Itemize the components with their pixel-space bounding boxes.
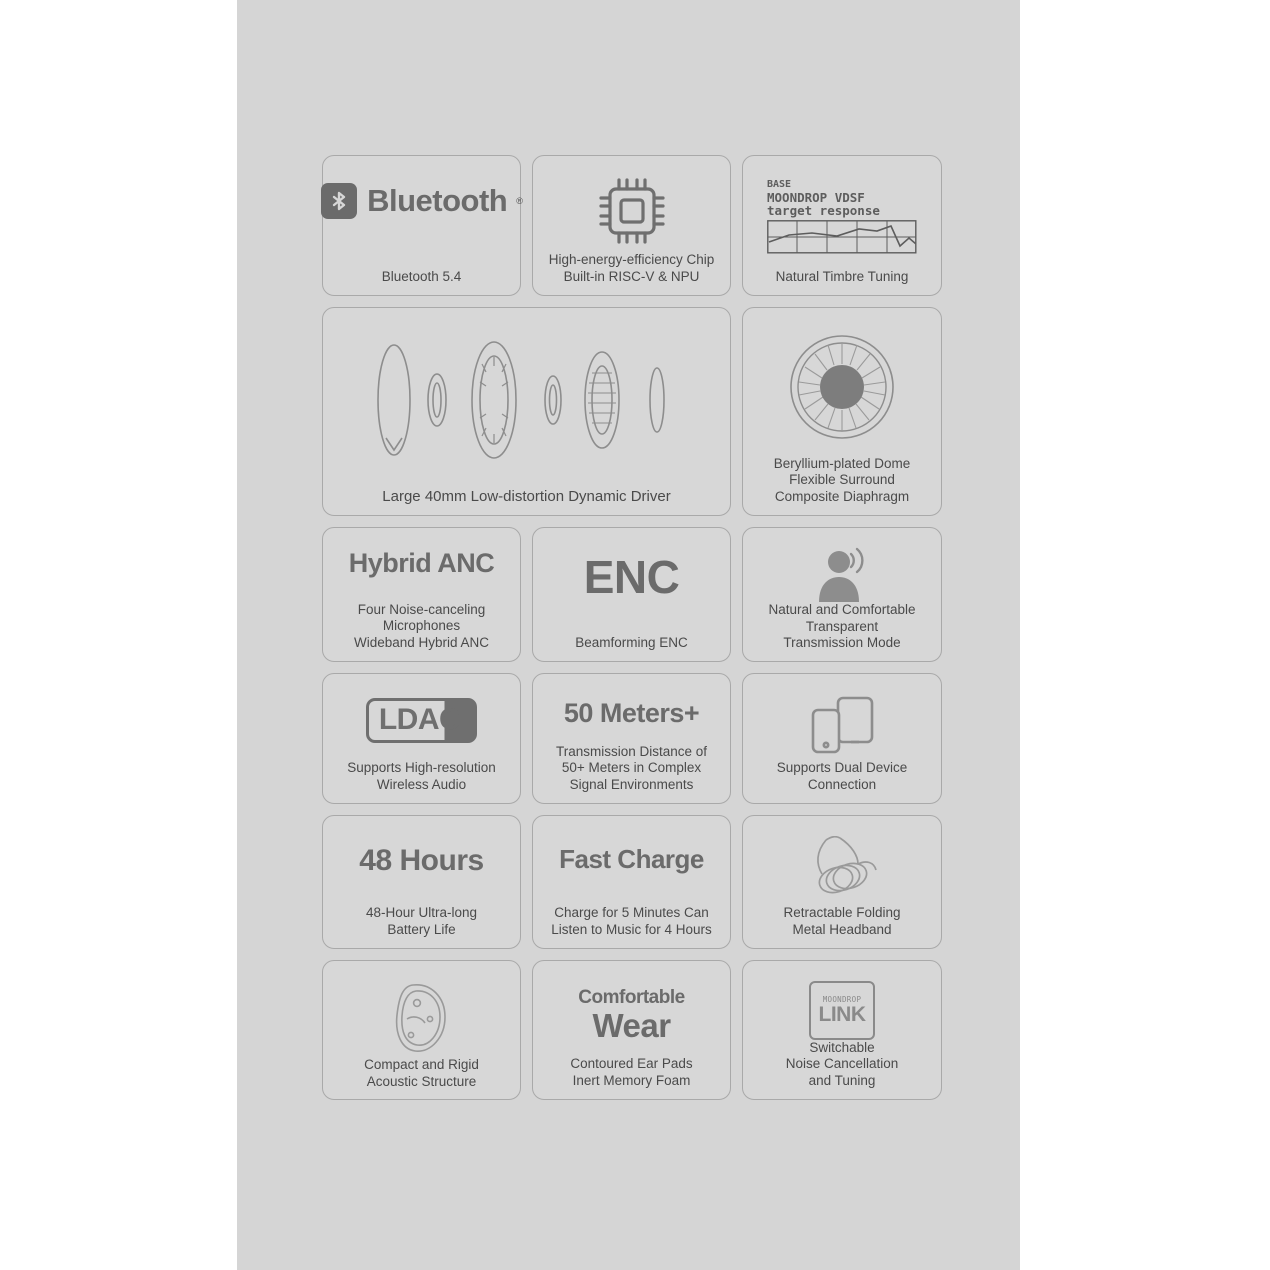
feature-card-comfort [532,960,731,1100]
feature-headline: 48 Hours [359,844,484,877]
bluetooth-icon [320,182,523,220]
feature-card-dual-device [742,673,942,804]
feature-caption [556,744,707,794]
exploded-driver-diagram-icon [362,338,692,463]
caption-line-3: Transmission Mode [783,635,901,650]
feature-caption [366,905,477,938]
feature-card-headband [742,815,942,949]
moondrop-logo-line-1: MOONDROP [822,994,862,1004]
phone-tablet-icon [807,696,877,754]
caption-line-1: Retractable Folding [783,905,901,920]
feature-card-fast-charge [532,815,731,949]
frequency-response-graph-icon [767,178,917,254]
base-logo-line-2: MOONDROP VDSF [767,190,865,205]
caption-line-2: Connection [807,776,877,792]
caption-line-1: Compact and Rigid [364,1057,479,1072]
caption-line-2: 50+ Meters in Complex [561,760,702,775]
feature-headline: ENC [583,551,680,603]
feature-caption [347,760,496,793]
earcup-structure-icon [383,979,461,1057]
feature-caption [786,1040,899,1090]
base-logo-line-1: BASE [767,179,792,190]
feature-card-diaphragm [742,307,942,516]
feature-card-ldac [322,673,521,804]
feature-caption [551,905,712,938]
feature-caption: Natural Timbre Tuning [775,268,909,284]
caption-line-1: Supports Dual Device [776,760,908,775]
moondrop-link-app-icon [809,981,875,1040]
caption-line-2: Metal Headband [792,921,892,937]
feature-caption [783,905,900,938]
caption-line-3: Wideband Hybrid ANC [353,634,490,650]
caption-line-2: Noise Cancellation [785,1056,899,1071]
feature-caption [768,602,915,652]
feature-row-4 [322,673,942,804]
caption-line-2: Flexible Surround [789,472,895,487]
caption-line-1: Supports High-resolution [347,760,496,775]
feature-caption [549,252,715,285]
feature-row-5 [322,815,942,949]
caption-line-2: Listen to Music for 4 Hours [551,921,712,937]
cpu-chip-icon [595,174,669,248]
caption-line-2: Inert Memory Foam [572,1072,691,1088]
caption-line-1: High-energy-efficiency Chip [548,252,715,267]
caption-line-1: Four Noise-canceling [357,601,486,617]
feature-card-battery [322,815,521,949]
feature-headline-line-2: Wear [592,1007,671,1044]
registered-mark: ® [516,196,523,206]
caption-line-1: 48-Hour Ultra-long [365,905,478,920]
caption-line-1: Transmission Distance of [555,743,708,759]
feature-card-tuning [742,155,942,296]
caption-line-3: and Tuning [808,1072,876,1088]
feature-caption [364,1057,479,1090]
person-hearing-icon [807,546,877,602]
caption-line-1: Natural and Comfortable [768,602,916,617]
caption-line-2: Built-in RISC-V & NPU [563,268,700,284]
bluetooth-wordmark: Bluetooth [367,183,508,218]
caption-line-3: Signal Environments [569,776,694,792]
feature-caption [570,1056,692,1089]
feature-card-chip [532,155,731,296]
feature-card-driver [322,307,731,516]
caption-line-1: Charge for 5 Minutes Can [554,905,709,920]
feature-card-bluetooth [322,155,521,296]
feature-row-3 [322,527,942,662]
feature-card-enc [532,527,731,662]
moondrop-logo-line-2: LINK [818,1002,866,1026]
dome-diaphragm-icon [789,334,895,440]
feature-headline-line-1: Comfortable [578,987,685,1008]
caption-line-3: Composite Diaphragm [774,488,910,504]
feature-card-anc [322,527,521,662]
feature-card-transparency [742,527,942,662]
product-feature-sheet [237,0,1020,1270]
caption-line-2: Wireless Audio [376,776,467,792]
feature-grid [322,155,942,1111]
feature-row-1 [322,155,942,296]
feature-headline: Fast Charge [559,844,704,874]
feature-caption [774,456,911,506]
caption-line-1: Switchable [809,1039,875,1055]
feature-caption [354,602,489,652]
caption-line-2: Acoustic Structure [366,1073,477,1089]
caption-line-2: Battery Life [387,921,456,937]
feature-caption: Bluetooth 5.4 [381,268,462,284]
base-logo-line-3: target response [767,203,880,218]
feature-caption: Large 40mm Low-distortion Dynamic Driver [382,487,671,505]
caption-line-2: Microphones [382,618,461,633]
feature-headline: Hybrid ANC [348,548,495,578]
caption-line-2: Transparent [805,618,879,634]
feature-card-range [532,673,731,804]
caption-line-1: Beryllium-plated Dome [773,455,911,471]
folding-headband-icon [796,836,888,900]
feature-caption [777,760,908,793]
feature-headline: 50 Meters+ [563,698,700,728]
feature-caption: Beamforming ENC [575,634,688,650]
caption-line-1: Contoured Ear Pads [570,1056,693,1071]
feature-card-acoustic-structure [322,960,521,1100]
feature-row-2 [322,307,942,516]
feature-card-moondrop-link [742,960,942,1100]
feature-row-6 [322,960,942,1100]
ldac-logo: LDAC [366,698,477,743]
